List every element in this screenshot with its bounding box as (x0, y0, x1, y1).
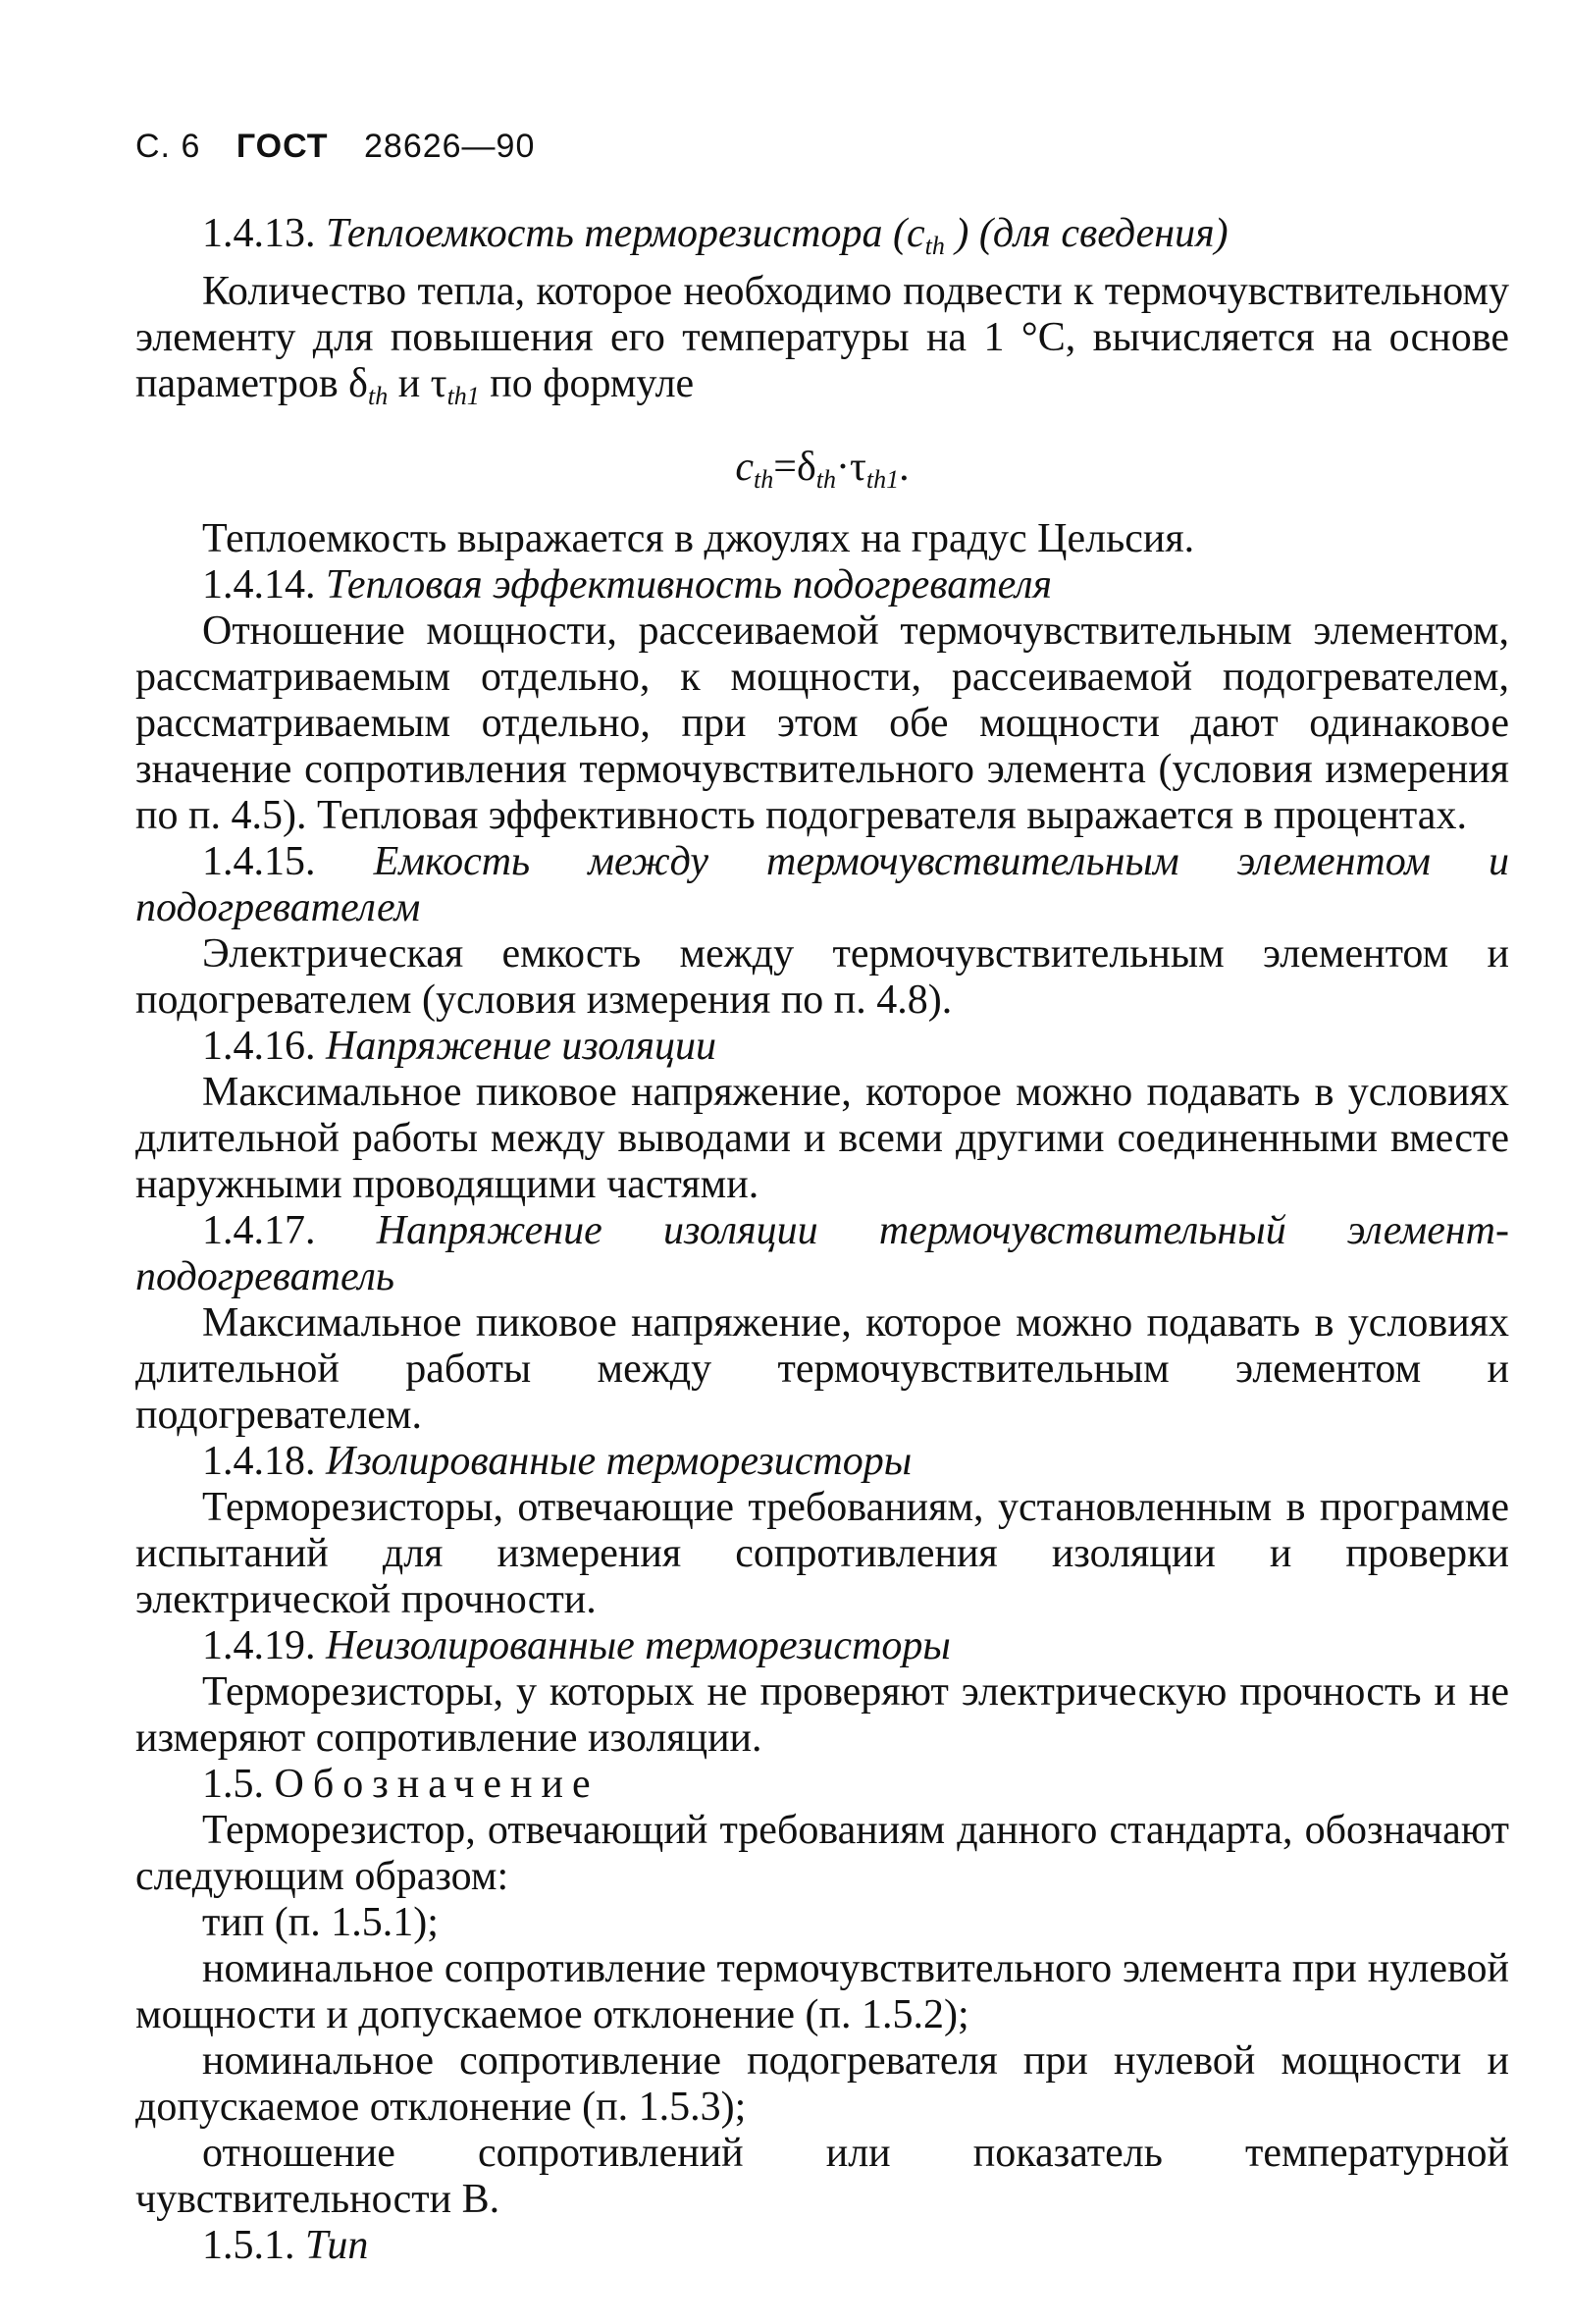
paragraph-1-4-17: Максимальное пиковое напряжение, которое можно подавать в условиях длительной работы между термочувствительным элементом и подогревателем. (135, 1300, 1509, 1438)
paragraph-1-4-13: Количество тепла, которое необходимо подвести к термочувствительному элементу для повышения его температуры на 1 °С, вычисляется на основе параметров $\delta_{th}$ и $\tau_{th1}$ по формуле (135, 269, 1509, 410)
section-heading-1-4-14: 1.4.14. Тепловая эффективность подогревателя (202, 562, 1053, 607)
list-item-heater-resistance: номинальное сопротивление подогревателя при нулевой мощности и допускаемое отклонение (п. 1.5.3); (135, 2038, 1509, 2130)
section-heading-1-4-19: 1.4.19. Неизолированные терморезисторы (202, 1623, 951, 1668)
list-item-sensor-resistance: номинальное сопротивление термочувствительного элемента при нулевой мощности и допускаемое отклонение (п. 1.5.2); (135, 1946, 1509, 2037)
section-heading-1-4-15: 1.4.15. Емкость между термочувствительным элементом и подогревателем (135, 839, 1510, 930)
paragraph-1-4-16: Максимальное пиковое напряжение, которое можно подавать в условиях длительной работы между выводами и всеми другими соединенными вместе наружными проводящими частями. (135, 1070, 1509, 1207)
paragraph-1-4-19: Терморезисторы, у которых не проверяют электрическую прочность и не измеряют сопротивление изоляции. (135, 1669, 1509, 1761)
page-header (135, 128, 560, 166)
paragraph-1-4-13-unit: Теплоемкость выражается в джоулях на градус Цельсия. (202, 516, 1195, 561)
formula-heat-capacity: $c_{th}=\delta_{th}\cdot\tau_{th1}$. (735, 445, 910, 494)
standard-label: ГОСТ (235, 128, 329, 165)
paragraph-1-4-18: Терморезисторы, отвечающие требованиям, установленным в программе испытаний для измерения сопротивления изоляции и проверки электрической прочности. (135, 1485, 1509, 1622)
list-item-ratio: отношение сопротивлений или показатель температурной чувствительности B. (135, 2131, 1509, 2222)
section-heading-1-4-17: 1.4.17. Напряжение изоляции термочувствительный элемент-подогреватель (135, 1208, 1509, 1299)
section-heading-1-4-18: 1.4.18. Изолированные терморезисторы (202, 1439, 913, 1484)
section-heading-1-5: 1.5. Обозначение (202, 1762, 600, 1807)
paragraph-1-4-14: Отношение мощности, рассеиваемой термочувствительным элементом, рассматриваемым отдельно, к мощности, рассеиваемой подогревателем, рассматриваемым отдельно, при этом обе мощности дают одинаковое значение сопротивления термочувствительного элемента (условия измерения по п. 4.5). Тепловая эффективность подогревателя выражается в процентах. (135, 608, 1509, 838)
paragraph-1-5: Терморезистор, отвечающий требованиям данного стандарта, обозначают следующим образом: (135, 1808, 1509, 1899)
paragraph-1-4-15: Электрическая емкость между термочувствительным элементом и подогревателем (условия измерения по п. 4.8). (135, 931, 1509, 1023)
list-item-type: тип (п. 1.5.1); (202, 1900, 439, 1945)
page-number: С. 6 (135, 128, 201, 165)
section-heading-1-5-1: 1.5.1. Тип (202, 2223, 369, 2268)
document-body (135, 211, 1509, 2269)
section-heading-1-4-13: 1.4.13. Теплоемкость терморезистора ($c_{th}$ ) (для сведения) (202, 211, 1229, 260)
section-heading-1-4-16: 1.4.16. Напряжение изоляции (202, 1024, 717, 1069)
standard-number: 28626—90 (364, 128, 536, 165)
